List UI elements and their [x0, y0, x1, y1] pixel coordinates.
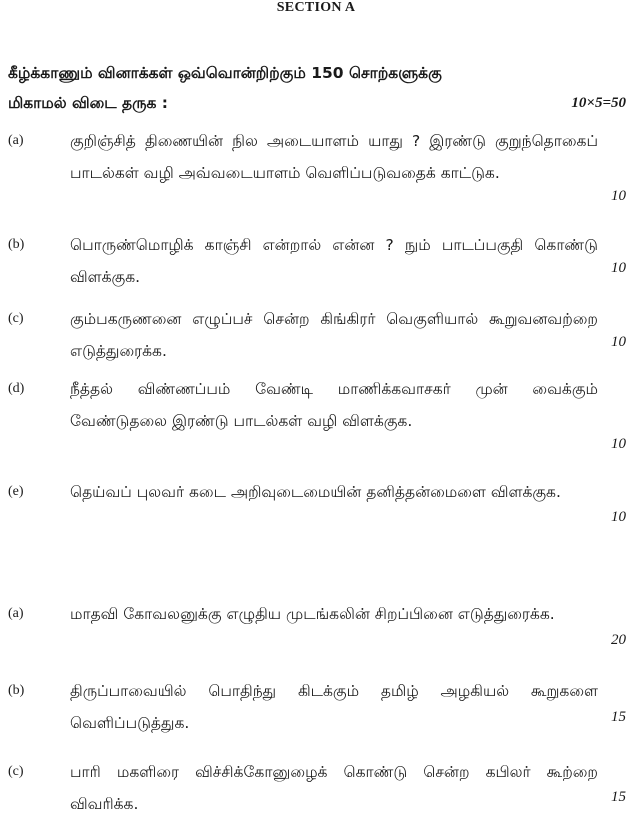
question-text: திருப்பாவையில் பொதிந்து கிடக்கும் தமிழ் அழகியல் கூறுகளை வெளிப்படுத்துக.: [70, 682, 598, 732]
question-label: (b): [8, 237, 25, 252]
question-marks: 10: [611, 436, 626, 452]
question-label: (a): [8, 606, 24, 621]
section-title: SECTION A: [276, 0, 356, 15]
question-label: (c): [8, 311, 24, 326]
question-text: கும்பகருணனை எழுப்பச் சென்ற கிங்கிரர் வெகுளியால் கூறுவனவற்றை எடுத்துரைக்க.: [70, 310, 598, 360]
question-label: (b): [8, 683, 25, 698]
question-label: (e): [8, 484, 24, 499]
question-marks: 10: [611, 509, 626, 525]
question-marks: 10: [611, 260, 626, 276]
question-text: பொருண்மொழிக் காஞ்சி என்றால் என்ன ? நும் பாடப்பகுதி கொண்டு விளக்குக.: [70, 236, 598, 286]
instruction-line-2-row: [8, 88, 626, 118]
question-marks: 15: [611, 709, 626, 725]
question-text: பாரி மகளிரை விச்சிக்கோனுழைக் கொண்டு சென்ற கபிலர் கூற்றை விவரிக்க.: [70, 763, 598, 813]
question-label: (a): [8, 133, 24, 148]
question-text: தெய்வப் புலவர் கடை அறிவுடைமையின் தனித்தன்மைளை விளக்குக.: [70, 483, 561, 501]
question-marks: 10: [611, 188, 626, 204]
total-marks: 10×5=50: [571, 95, 626, 111]
instruction-block: [8, 58, 626, 118]
question-text: குறிஞ்சித் திணையின் நில அடையாளம் யாது ? இரண்டு குறுந்தொகைப் பாடல்கள் வழி அவ்வடையாளம் வெளிப்படுவதைக் காட்டுக.: [70, 132, 598, 182]
question-marks: 15: [611, 789, 626, 805]
question-label: (d): [8, 381, 25, 396]
instruction-line-1: கீழ்க்காணும் வினாக்கள் ஒவ்வொன்றிற்கும் 150 சொற்களுக்கு: [8, 64, 442, 82]
question-text: மாதவி கோவலனுக்கு எழுதிய முடங்கலின் சிறப்பினை எடுத்துரைக்க.: [70, 605, 555, 623]
question-marks: 10: [611, 334, 626, 350]
question-marks: 20: [611, 632, 626, 648]
question-text: நீத்தல் விண்ணப்பம் வேண்டி மாணிக்கவாசகர் முன் வைக்கும் வேண்டுதலை இரண்டு பாடல்கள் வழி விளக்குக.: [70, 380, 598, 430]
instruction-line-2: மிகாமல் விடை தருக :: [8, 94, 169, 112]
question-label: (c): [8, 764, 24, 779]
